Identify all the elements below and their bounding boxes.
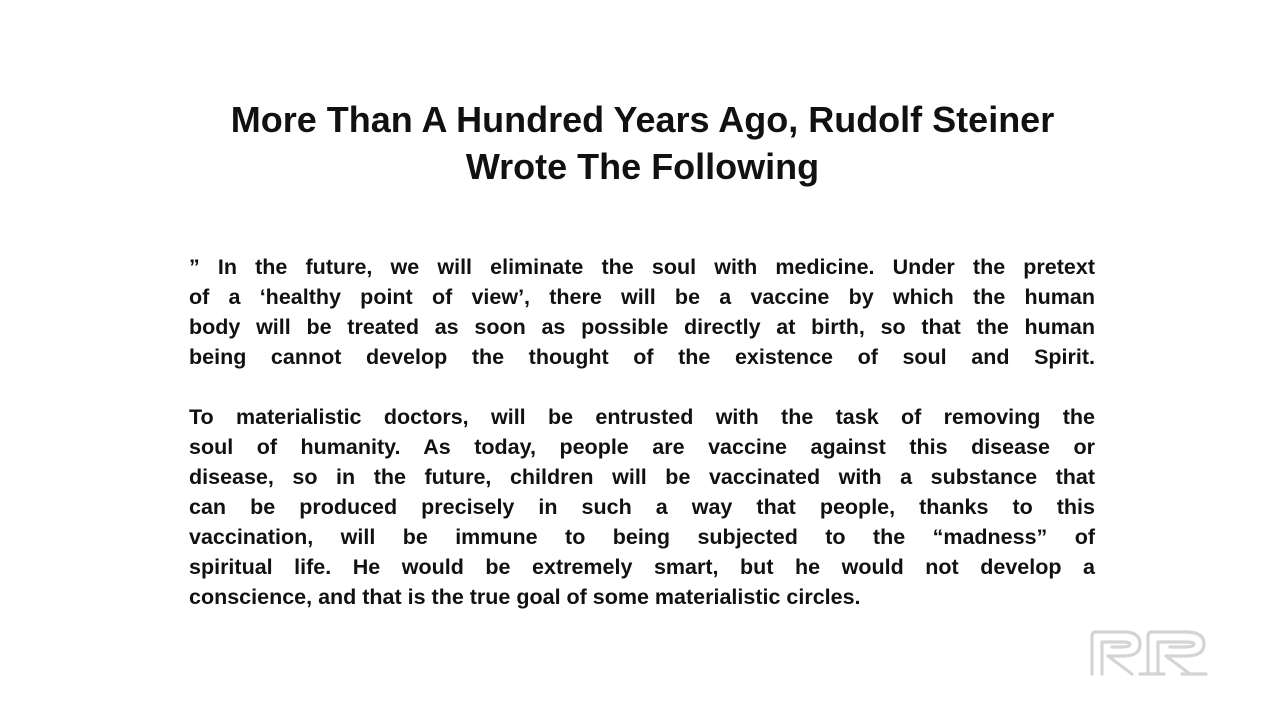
quote-paragraph	[189, 402, 1095, 612]
quote-line: ” In the future, we will eliminate the soul with medicine. Under the pretext	[189, 255, 1095, 279]
quote-line: disease, so in the future, children will be vaccinated with a substance that	[189, 465, 1095, 489]
page-title	[160, 96, 1125, 190]
rr-logo-icon	[1086, 628, 1210, 678]
quote-line: soul of humanity. As today, people are vaccine against this disease or	[189, 435, 1095, 459]
quote-line: can be produced precisely in such a way that people, thanks to this	[189, 495, 1095, 519]
quote-line: being cannot develop the thought of the existence of soul and Spirit.	[189, 345, 1095, 369]
quote-line: To materialistic doctors, will be entrusted with the task of removing the	[189, 405, 1095, 429]
quote-line: body will be treated as soon as possible directly at birth, so that the human	[189, 315, 1095, 339]
title-line: More Than A Hundred Years Ago, Rudolf Steiner	[230, 99, 1055, 140]
quote-line: vaccination, will be immune to being subjected to the “madness” of	[189, 525, 1095, 549]
quote-line: of a ‘healthy point of view’, there will be a vaccine by which the human	[189, 285, 1095, 309]
quote-block	[189, 252, 1095, 612]
quote-line: spiritual life. He would be extremely smart, but he would not develop a	[189, 555, 1095, 579]
quote-paragraph	[189, 252, 1095, 372]
title-line: Wrote The Following	[465, 146, 820, 187]
quote-line: conscience, and that is the true goal of some materialistic circles.	[189, 585, 861, 609]
